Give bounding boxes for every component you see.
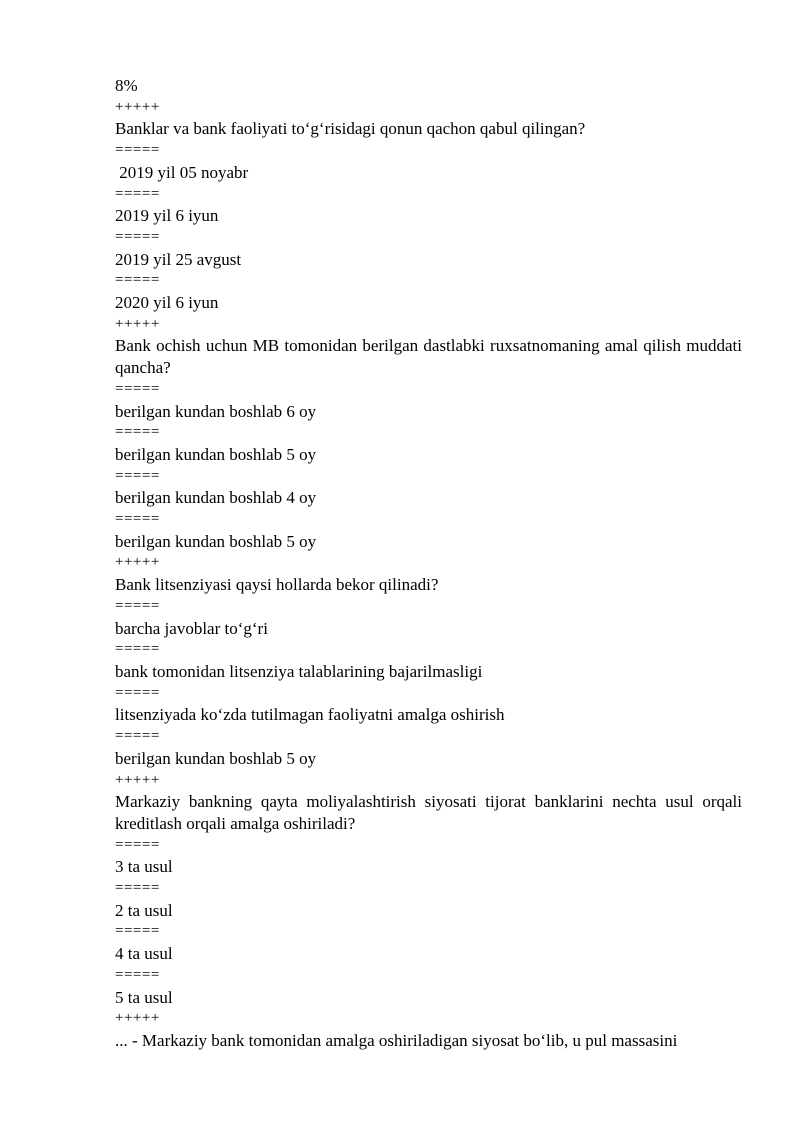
- separator-line: +++++: [115, 1010, 160, 1027]
- answer-option: 4 ta usul: [115, 944, 173, 964]
- answer-option: berilgan kundan boshlab 5 oy: [115, 444, 317, 464]
- separator-line: =====: [115, 424, 160, 441]
- answer-option: 5 ta usul: [115, 987, 173, 1007]
- separator-line: =====: [115, 728, 160, 745]
- answer-option: berilgan kundan boshlab 5 oy: [115, 531, 317, 551]
- answer-option: berilgan kundan boshlab 6 oy: [115, 401, 317, 421]
- separator-line: =====: [115, 142, 160, 159]
- separator-line: =====: [115, 880, 160, 897]
- separator-line: +++++: [115, 771, 160, 788]
- question-text: Banklar va bank faoliyati to‘g‘risidagi qonun qachon qabul qilingan?: [115, 119, 586, 139]
- separator-line: =====: [115, 511, 160, 528]
- separator-line: +++++: [115, 554, 160, 571]
- answer-option: 2 ta usul: [115, 900, 173, 920]
- answer-option: 2019 yil 05 noyabr: [115, 162, 249, 182]
- separator-line: +++++: [115, 98, 160, 115]
- separator-line: =====: [115, 923, 160, 940]
- answer-option: berilgan kundan boshlab 5 oy: [115, 748, 317, 768]
- document-body: [115, 75, 742, 1052]
- separator-line: =====: [115, 641, 160, 658]
- answer-option: barcha javoblar to‘g‘ri: [115, 618, 268, 638]
- separator-line: =====: [115, 684, 160, 701]
- answer-option: 2019 yil 6 iyun: [115, 206, 219, 226]
- answer-option: berilgan kundan boshlab 4 oy: [115, 488, 317, 508]
- answer-option: 3 ta usul: [115, 857, 173, 877]
- separator-line: =====: [115, 836, 160, 853]
- answer-option: 8%: [115, 76, 138, 95]
- separator-line: +++++: [115, 315, 160, 332]
- question-text: ... - Markaziy bank tomonidan amalga oshiriladigan siyosat bo‘lib, u pul massasini: [115, 1030, 678, 1050]
- separator-line: =====: [115, 228, 160, 245]
- separator-line: =====: [115, 966, 160, 983]
- separator-line: =====: [115, 185, 160, 202]
- separator-line: =====: [115, 380, 160, 397]
- question-text: Markaziy bankning qayta moliyalashtirish siyosati tijorat banklarini nechta usul orqali kreditlash orqali amalga oshiriladi?: [115, 792, 742, 833]
- separator-line: =====: [115, 467, 160, 484]
- separator-line: =====: [115, 597, 160, 614]
- answer-option: 2020 yil 6 iyun: [115, 293, 219, 313]
- question-text: Bank ochish uchun MB tomonidan berilgan dastlabki ruxsatnomaning amal qilish muddati qancha?: [115, 336, 742, 378]
- separator-line: =====: [115, 272, 160, 289]
- question-text: Bank litsenziyasi qaysi hollarda bekor qilinadi?: [115, 575, 439, 595]
- answer-option: litsenziyada ko‘zda tutilmagan faoliyatni amalga oshirish: [115, 705, 505, 725]
- answer-option: 2019 yil 25 avgust: [115, 249, 242, 269]
- answer-option: bank tomonidan litsenziya talablarining bajarilmasligi: [115, 661, 483, 681]
